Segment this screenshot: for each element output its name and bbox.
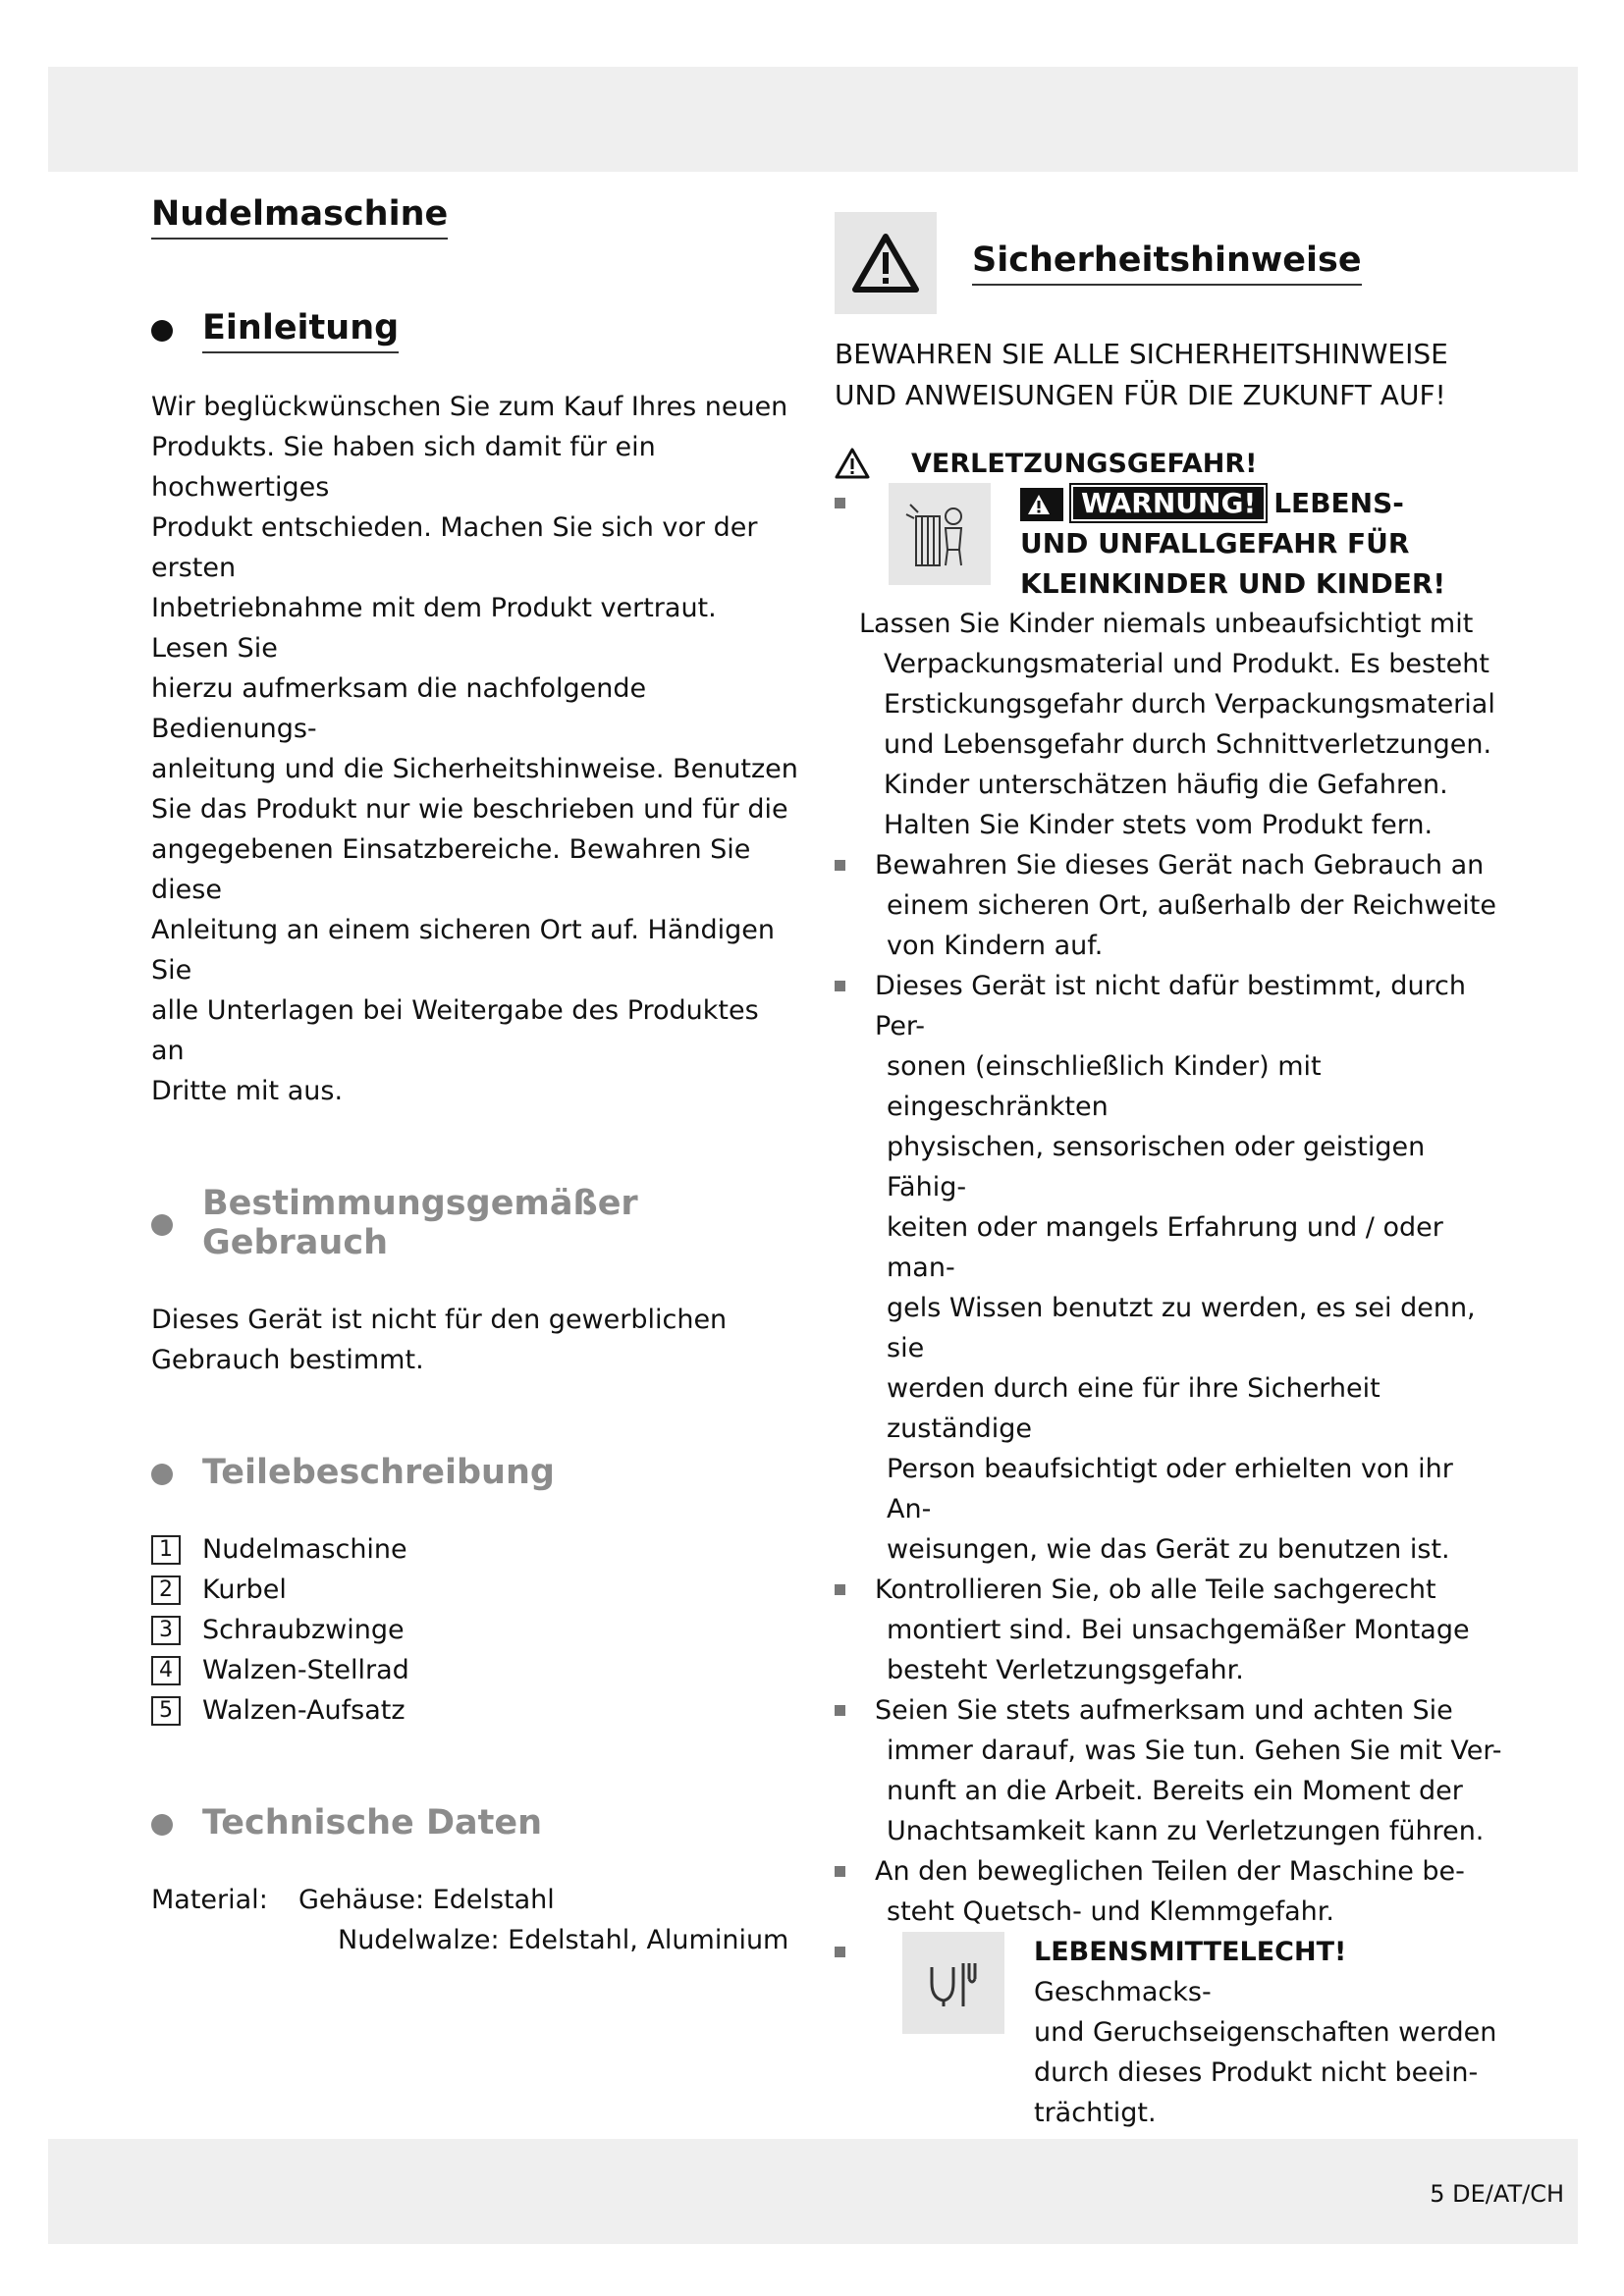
part-label: Kurbel (202, 1575, 287, 1605)
food-text-line: durch dieses Produkt nicht beein- (1034, 2057, 1479, 2088)
intro-line: Dritte mit aus. (151, 1076, 344, 1106)
warning-title-line: KLEINKINDER UND KINDER! (1020, 567, 1446, 600)
square-bullet (835, 1705, 845, 1716)
part-item (151, 1690, 799, 1731)
child-hazard-icon (889, 483, 991, 585)
safety-item (835, 845, 1502, 966)
square-bullet (835, 498, 845, 508)
tech-heading: Technische Daten (202, 1803, 543, 1842)
children-warning-title (1020, 483, 1445, 604)
intro-paragraph (151, 387, 799, 1111)
item-line: Kontrollieren Sie, ob alle Teile sachgerecht (875, 1575, 1436, 1605)
safety-heading: Sicherheitshinweise (972, 240, 1362, 286)
safety-item (835, 1851, 1502, 1932)
footer-band (48, 2139, 1578, 2244)
safety-item (835, 1570, 1502, 1690)
item-line: von Kindern auf. (887, 931, 1104, 961)
usage-line: Gebrauch bestimmt. (151, 1345, 424, 1375)
bullet-icon (151, 1464, 173, 1485)
material-label: Material: (151, 1885, 268, 1915)
item-line: Unachtsamkeit kann zu Verletzungen führen. (887, 1816, 1485, 1846)
item-line: steht Quetsch- und Klemmgefahr. (887, 1896, 1334, 1927)
intro-line: Inbetriebnahme mit dem Produkt vertraut. Lesen Sie (151, 593, 717, 664)
tech-heading-row (151, 1803, 799, 1846)
square-bullet (835, 1584, 845, 1595)
children-warning-block (835, 483, 1502, 604)
warning-label: WARNUNG! (1071, 485, 1266, 521)
intro-line: hierzu aufmerksam die nachfolgende Bedienungs- (151, 673, 647, 744)
warning-badge-icon (1026, 493, 1052, 516)
item-line: weisungen, wie das Gerät zu benutzen ist. (887, 1534, 1450, 1565)
warning-badge (1020, 488, 1063, 521)
warning-title-line: UND UNFALLGEFAHR FÜR (1020, 527, 1410, 560)
part-item (151, 1570, 799, 1610)
parts-heading: Teilebeschreibung (202, 1453, 555, 1492)
warning-text-line: Kinder unterschätzen häufig die Gefahren. (884, 770, 1448, 800)
left-column (151, 194, 799, 1960)
bullet-icon (151, 320, 173, 342)
square-bullet (835, 860, 845, 871)
page-number: 5 DE/AT/CH (1430, 2180, 1564, 2208)
warning-text-line: Lassen Sie Kinder niemals unbeaufsichtigt mit (859, 609, 1474, 639)
usage-heading: Bestimmungsgemäßer Gebrauch (202, 1184, 638, 1262)
square-bullet (835, 1866, 845, 1877)
intro-line: anleitung und die Sicherheitshinweise. Benutzen (151, 754, 798, 784)
item-line: Person beaufsichtigt oder erhielten von ihr An- (887, 1454, 1453, 1524)
food-safe-block (835, 1932, 1502, 2133)
warning-text-line: Halten Sie Kinder stets vom Produkt fern. (884, 810, 1434, 840)
caution-icon (835, 448, 870, 479)
food-text-line: Geschmacks- (1034, 1977, 1212, 2007)
part-item (151, 1529, 799, 1570)
header-band (48, 67, 1578, 172)
part-label: Walzen-Stellrad (202, 1655, 409, 1685)
part-label: Walzen-Aufsatz (202, 1695, 406, 1726)
part-number: 5 (151, 1696, 181, 1726)
safety-item (835, 1690, 1502, 1851)
item-line: gels Wissen benutzt zu werden, es sei denn, sie (887, 1293, 1476, 1363)
square-bullet (835, 981, 845, 991)
item-line: besteht Verletzungsgefahr. (887, 1655, 1244, 1685)
children-warning-text (859, 604, 1502, 845)
intro-line: Anleitung an einem sicheren Ort auf. Händigen Sie (151, 915, 775, 986)
right-column (835, 194, 1502, 2133)
intro-line: Produkts. Sie haben sich damit für ein hochwertiges (151, 432, 656, 503)
parts-heading-row (151, 1453, 799, 1496)
warning-text-line: Verpackungsmaterial und Produkt. Es besteht (884, 649, 1489, 679)
item-line: An den beweglichen Teilen der Maschine be- (875, 1856, 1465, 1887)
intro-line: Sie das Produkt nur wie beschrieben und für die (151, 794, 788, 825)
item-line: Dieses Gerät ist nicht dafür bestimmt, durch Per- (875, 971, 1467, 1041)
item-line: sonen (einschließlich Kinder) mit eingeschränkten (887, 1051, 1322, 1122)
bullet-icon (151, 1814, 173, 1836)
warning-triangle-icon (835, 212, 937, 314)
food-safe-label: LEBENSMITTELECHT! (1034, 1937, 1347, 1967)
item-line: montiert sind. Bei unsachgemäßer Montage (887, 1615, 1470, 1645)
intro-heading-row (151, 308, 799, 353)
safety-heading-row (835, 212, 1502, 314)
intro-line: alle Unterlagen bei Weitergabe des Produktes an (151, 995, 759, 1066)
material-value-roller: Nudelwalze: Edelstahl, Aluminium (338, 1925, 789, 1955)
warning-text-line: und Lebensgefahr durch Schnittverletzungen. (884, 729, 1492, 760)
food-safe-icon (902, 1932, 1004, 2034)
item-line: werden durch eine für ihre Sicherheit zuständige (887, 1373, 1380, 1444)
item-line: einem sicheren Ort, außerhalb der Reichweite (887, 890, 1496, 921)
keep-instructions-notice (835, 334, 1502, 416)
intro-heading: Einleitung (202, 308, 399, 353)
part-number: 2 (151, 1575, 181, 1605)
usage-line: Dieses Gerät ist nicht für den gewerblichen (151, 1305, 728, 1335)
item-line: keiten oder mangels Erfahrung und / oder man- (887, 1212, 1443, 1283)
item-line: physischen, sensorischen oder geistigen Fähig- (887, 1132, 1426, 1202)
safety-item (835, 966, 1502, 1570)
part-number: 4 (151, 1656, 181, 1685)
item-line: Bewahren Sie dieses Gerät nach Gebrauch an (875, 850, 1485, 881)
injury-danger-label: VERLETZUNGSGEFAHR! (911, 448, 1258, 479)
notice-line: BEWAHREN SIE ALLE SICHERHEITSHINWEISE (835, 338, 1448, 370)
part-number: 3 (151, 1616, 181, 1645)
warning-title-line: LEBENS- (1273, 487, 1404, 519)
intro-line: angegebenen Einsatzbereiche. Bewahren Sie diese (151, 834, 751, 905)
document-title: Nudelmaschine (151, 194, 448, 240)
intro-line: Produkt entschieden. Machen Sie sich vor der ersten (151, 512, 758, 583)
part-label: Nudelmaschine (202, 1534, 407, 1565)
notice-line: UND ANWEISUNGEN FÜR DIE ZUKUNFT AUF! (835, 379, 1446, 411)
warning-text-line: Erstickungsgefahr durch Verpackungsmaterial (884, 689, 1495, 720)
usage-heading-row (151, 1184, 799, 1266)
injury-danger-row (835, 448, 1502, 479)
food-text-line: trächtigt. (1034, 2098, 1157, 2128)
item-line: nunft an die Arbeit. Bereits ein Moment der (887, 1776, 1463, 1806)
square-bullet (835, 1947, 845, 1957)
food-safe-text (1034, 1932, 1502, 2133)
part-label: Schraubzwinge (202, 1615, 405, 1645)
intro-line: Wir beglückwünschen Sie zum Kauf Ihres neuen (151, 392, 788, 422)
usage-paragraph (151, 1300, 799, 1380)
material-value-housing: Gehäuse: Edelstahl (298, 1885, 555, 1915)
bullet-icon (151, 1214, 173, 1236)
part-number: 1 (151, 1535, 181, 1565)
food-text-line: und Geruchseigenschaften werden (1034, 2017, 1497, 2048)
part-item (151, 1650, 799, 1690)
item-line: immer darauf, was Sie tun. Gehen Sie mit Ver- (887, 1735, 1502, 1766)
parts-list (151, 1529, 799, 1731)
item-line: Seien Sie stets aufmerksam und achten Sie (875, 1695, 1453, 1726)
tech-data (151, 1880, 799, 1960)
part-item (151, 1610, 799, 1650)
